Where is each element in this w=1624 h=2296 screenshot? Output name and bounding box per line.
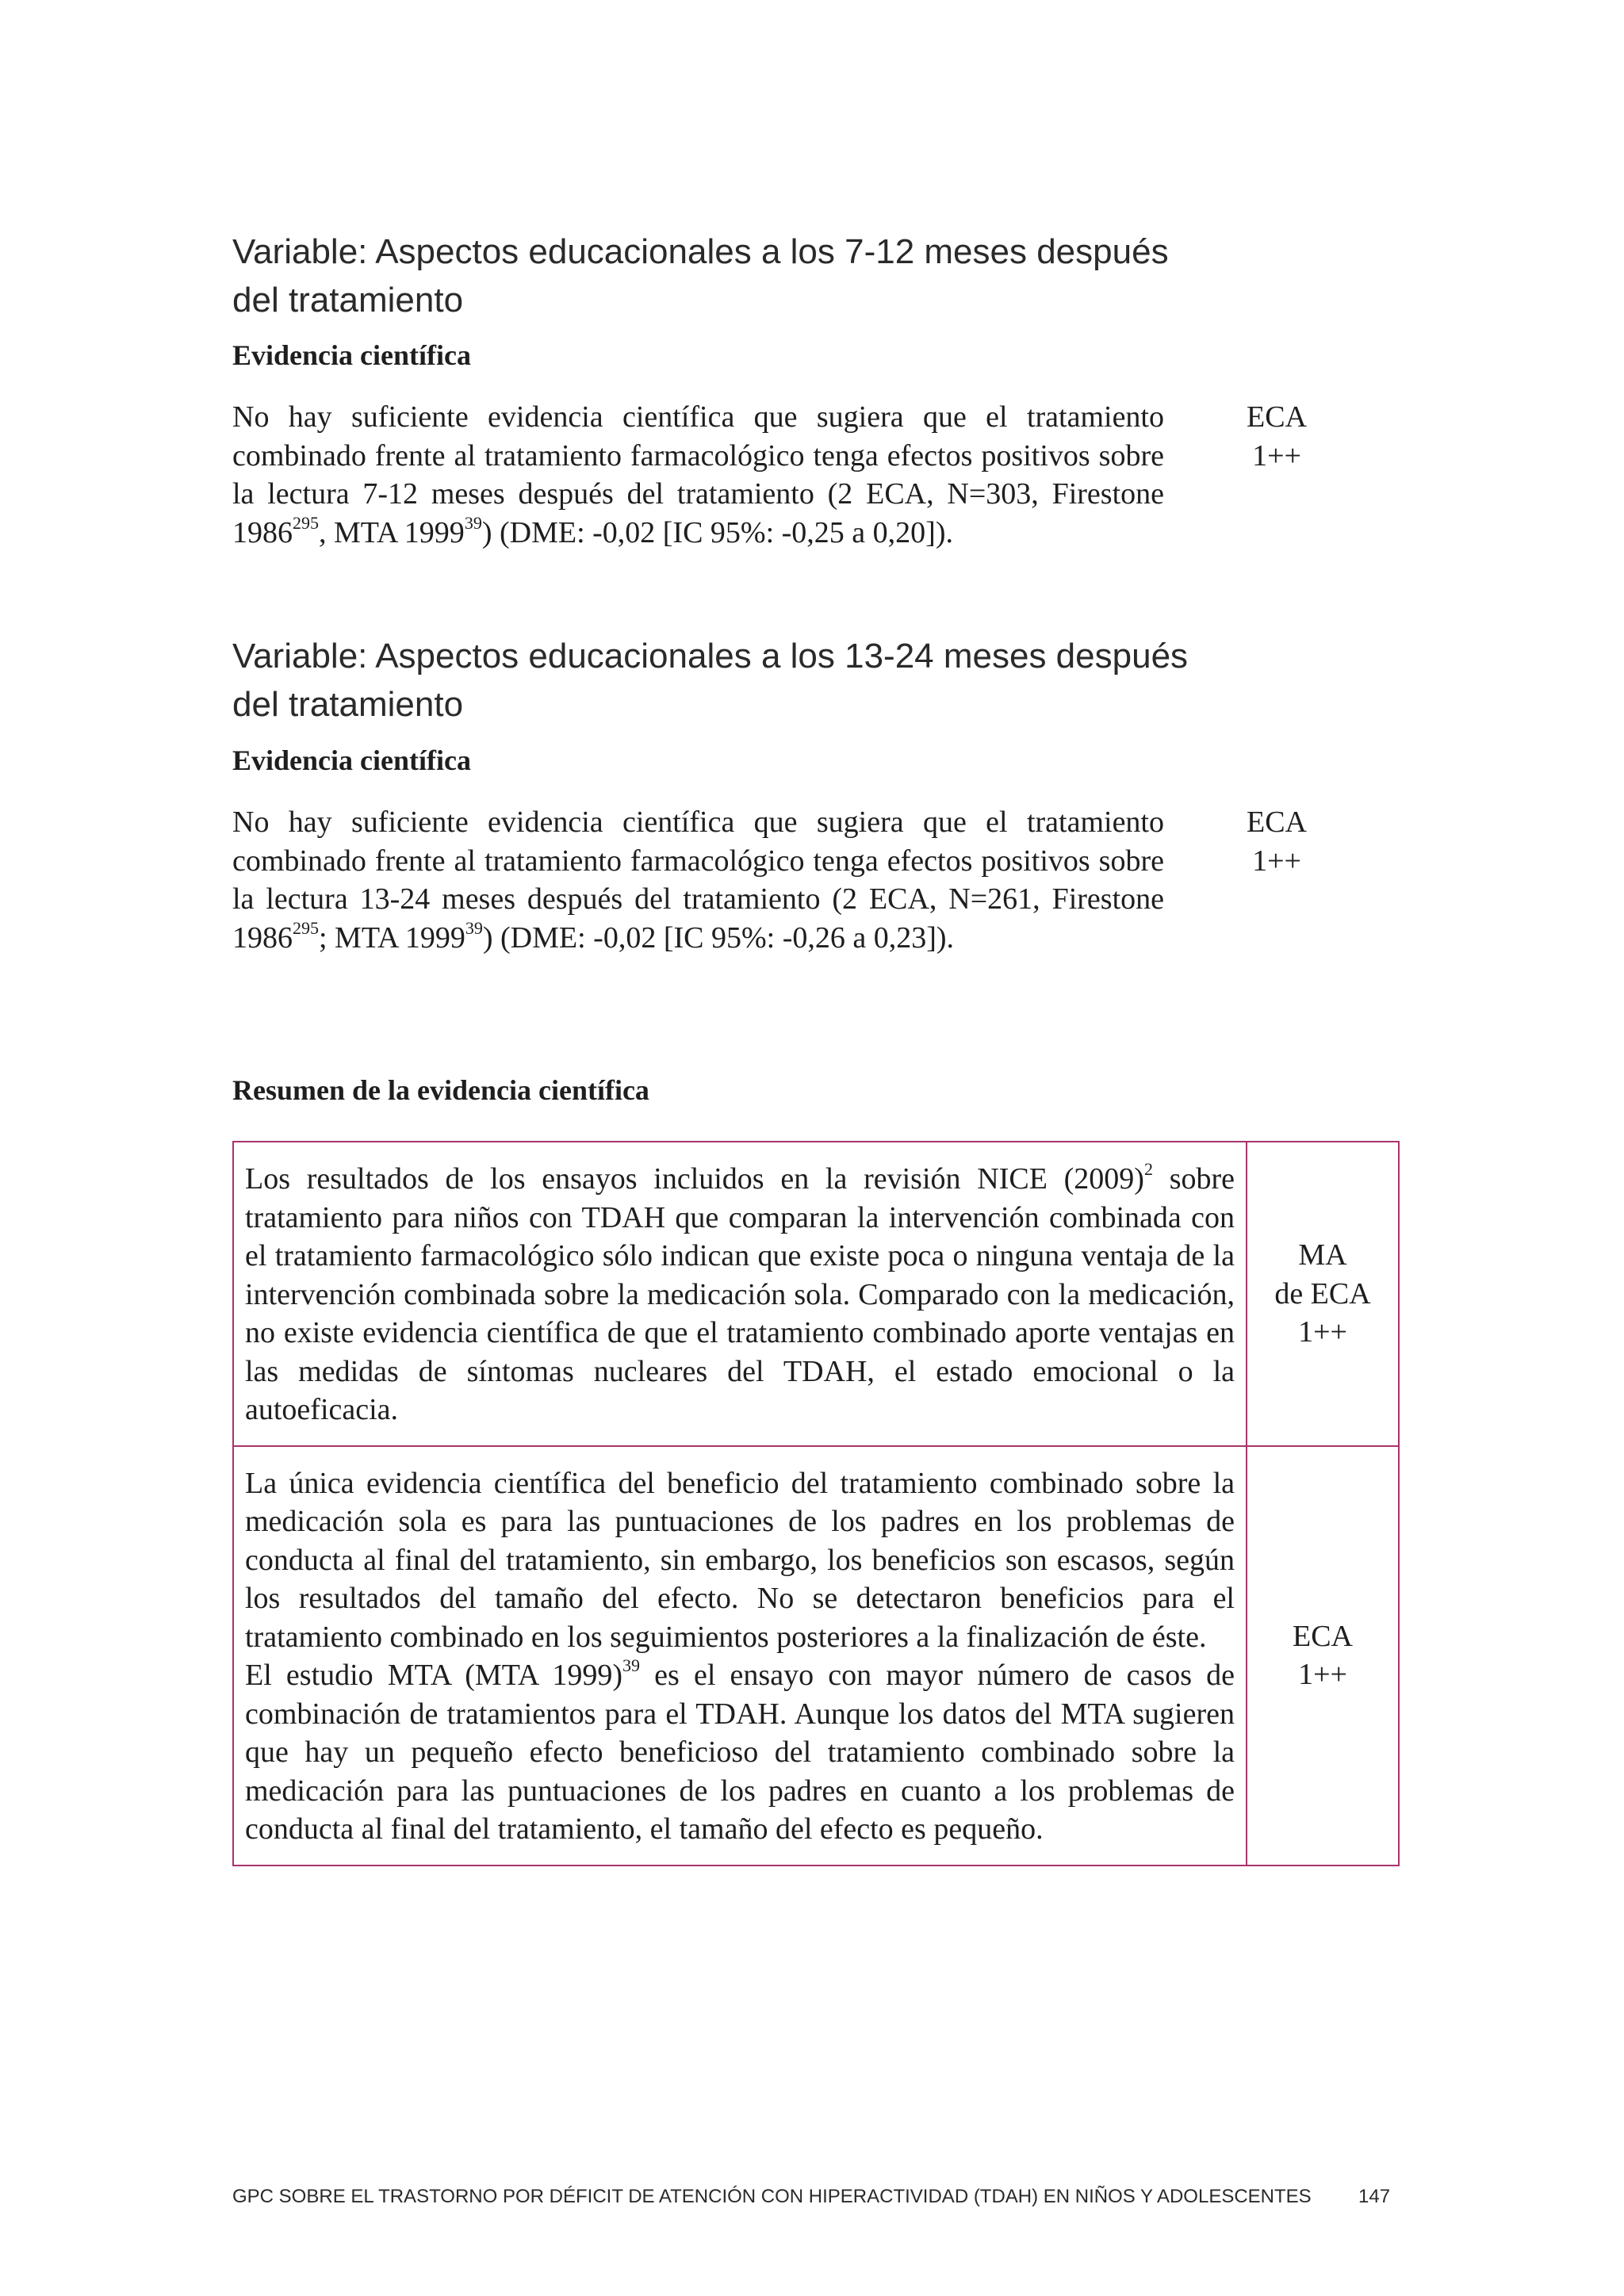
reference-superscript: 39 [622, 1655, 641, 1676]
heading-line: Variable: Aspectos educacionales a los 13-24 meses después [232, 637, 1189, 675]
evidence-level-grade: 1++ [1298, 1658, 1347, 1691]
evidence-level [1221, 803, 1332, 880]
evidence-level-grade: 1++ [1298, 1315, 1347, 1349]
section-heading-7-12-meses [232, 228, 1263, 324]
heading-line: Variable: Aspectos educacionales a los 7-12 meses después [232, 232, 1169, 271]
section-heading-13-24-meses [232, 632, 1263, 729]
evidence-level-type: ECA [1293, 1619, 1353, 1653]
evidence-text-part: No hay suficiente evidencia científica que sugiera que el tratamiento combinado frente al tratamiento farmacológico tenga efectos positivos sobre la lectura 7-12 meses después del tratamiento (2 ECA, N=303, Firestone 1986 [232, 400, 1164, 549]
summary-title: Resumen de la evidencia científica [232, 1074, 649, 1106]
reference-superscript: 39 [464, 512, 482, 533]
evidence-level-type: de ECA [1274, 1276, 1371, 1311]
reference-superscript: 2 [1143, 1159, 1153, 1180]
evidence-text-part: No hay suficiente evidencia científica que sugiera que el tratamiento combinado frente al tratamiento farmacológico tenga efectos positivos sobre la lectura 13-24 meses después del tratamiento (2 ECA, N=261, Firestone 1986 [232, 806, 1164, 955]
summary-level-cell [1247, 1446, 1399, 1866]
footer-title: GPC SOBRE EL TRASTORNO POR DÉFICIT DE ATENCIÓN CON HIPERACTIVIDAD (TDAH) EN NIÑOS Y ADOLESCENTES [232, 2186, 1312, 2207]
evidence-level-type: MA [1298, 1238, 1347, 1272]
summary-text-part: es el ensayo con mayor número de casos de combinación de tratamientos para el TDAH. Aunque los datos del MTA sugieren que hay un pequeño efecto beneficioso del tratamiento combinado sobre la medicación para las puntuaciones de los padres en cuanto a los problemas de conducta al final del tratamiento, el tamaño del efecto es pequeño. [245, 1659, 1235, 1846]
reference-superscript: 39 [465, 917, 483, 938]
reference-superscript: 295 [293, 917, 319, 938]
heading-line: del tratamiento [232, 685, 464, 724]
evidence-paragraph [232, 803, 1164, 957]
evidence-level-grade: 1++ [1252, 438, 1301, 473]
heading-line: del tratamiento [232, 281, 464, 320]
reference-superscript: 295 [293, 512, 319, 533]
summary-level-cell [1247, 1142, 1399, 1446]
summary-row [233, 1446, 1399, 1866]
summary-row [233, 1142, 1399, 1446]
evidence-level-grade: 1++ [1252, 844, 1301, 878]
summary-text-part: El estudio MTA (MTA 1999) [245, 1659, 623, 1692]
summary-paragraph [245, 1656, 1235, 1849]
evidence-paragraph [232, 398, 1164, 552]
evidence-text-part: ) (DME: -0,02 [IC 95%: -0,26 a 0,23]). [482, 920, 955, 955]
summary-table [232, 1141, 1400, 1866]
summary-text-part: sobre tratamiento para niños con TDAH que comparan la intervención combinada con el tratamiento farmacológico sólo indican que existe poca o ninguna ventaja de la intervención combinada sobre la medicación sola. Comparado con la medicación, no existe evidencia científica de que el tratamiento combinado aporte ventajas en las medidas de síntomas nucleares del TDAH, el estado emocional o la autoeficacia. [245, 1162, 1235, 1426]
evidence-subheading: Evidencia científica [232, 744, 471, 776]
evidence-text-part: , MTA 1999 [319, 515, 465, 549]
evidence-level-type: ECA [1247, 400, 1307, 434]
page-number: 147 [1358, 2186, 1391, 2207]
summary-text-cell [233, 1142, 1247, 1446]
evidence-level-type: ECA [1247, 806, 1307, 839]
summary-paragraph: La única evidencia científica del beneficio del tratamiento combinado sobre la medicación sola es para las puntuaciones de los padres en los problemas de conducta al final del tratamiento, sin embargo, los beneficios son escasos, según los resultados del tamaño del efecto. No se detectaron beneficios para el tratamiento combinado en los seguimientos posteriores a la finalización de éste. [245, 1466, 1235, 1654]
summary-text-part: Los resultados de los ensayos incluidos en la revisión NICE (2009) [245, 1162, 1144, 1196]
evidence-text-part: ; MTA 1999 [319, 920, 465, 955]
evidence-level [1221, 398, 1332, 475]
evidence-subheading: Evidencia científica [232, 339, 471, 371]
evidence-text-part: ) (DME: -0,02 [IC 95%: -0,25 a 0,20]). [481, 515, 953, 549]
summary-text-cell [233, 1446, 1247, 1866]
